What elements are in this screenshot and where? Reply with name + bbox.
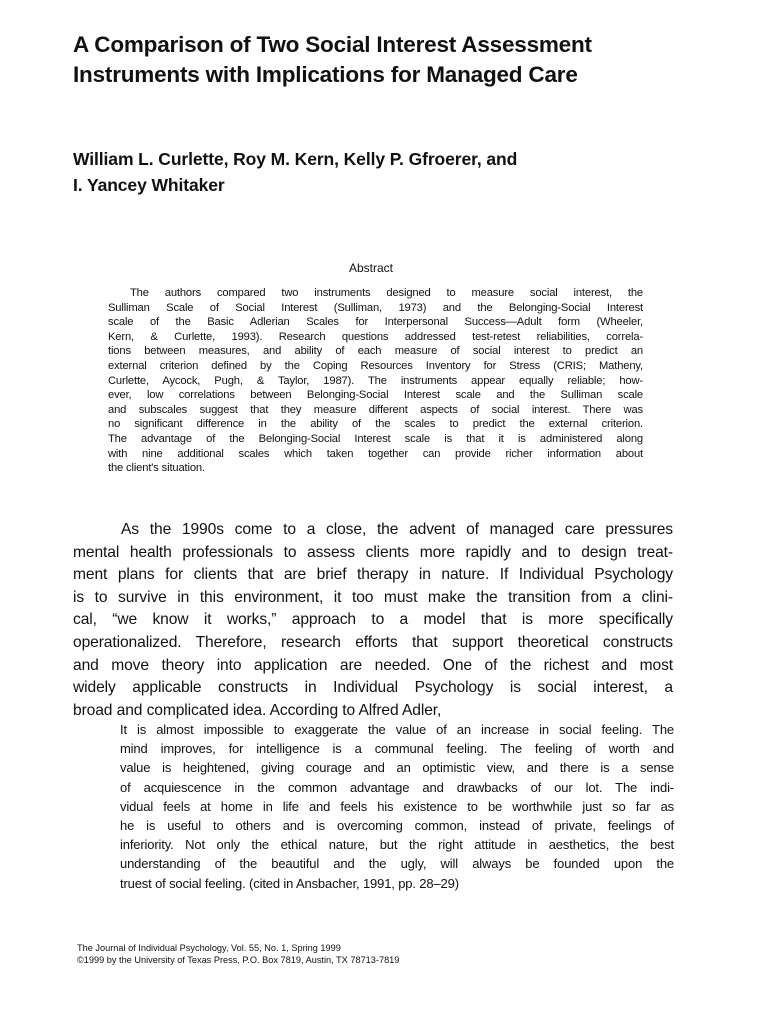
author-list xyxy=(73,146,713,198)
abstract-line: The advantage of the Belonging-Social Interest scale is that it is administered along xyxy=(108,432,643,445)
body-line: As the 1990s come to a close, the advent of managed care pressures xyxy=(121,521,673,538)
body-line: ment plans for clients that are brief therapy in nature. If Individual Psychology xyxy=(73,566,673,584)
quote-line: understanding of the beautiful and the ugly, will always be founded upon the xyxy=(120,856,674,872)
body-line: is to survive in this environment, it too must make the transition from a clini- xyxy=(73,588,673,606)
quote-line: vidual feels at home in life and feels his existence to be worthwhile just so far as xyxy=(120,798,674,814)
quote-line: value is heightened, giving courage and an optimistic view, and there is a sense xyxy=(120,760,674,776)
quote-line: truest of social feeling. (cited in Ansbacher, 1991, pp. 28–29) xyxy=(120,875,459,891)
quote-line: he is useful to others and is overcoming common, instead of private, feelings of xyxy=(120,818,674,834)
abstract-line: tions between measures, and ability of each measure of social interest to predict an xyxy=(108,345,643,358)
abstract-line: external criterion defined by the Coping Resources Inventory for Stress (CRIS; Matheny, xyxy=(108,359,643,372)
abstract-heading: Abstract xyxy=(348,261,393,275)
abstract-line: the client's situation. xyxy=(108,462,205,475)
footer-citation: The Journal of Individual Psychology, Vol. 55, No. 1, Spring 1999 xyxy=(77,943,341,953)
article-title xyxy=(73,30,713,90)
author-line: I. Yancey Whitaker xyxy=(73,175,225,195)
abstract-line: Kern, & Curlette, 1993). Research questions addressed test-retest reliabilities, correla- xyxy=(108,330,643,343)
journal-footer xyxy=(77,942,677,966)
body-line: mental health professionals to assess clients more rapidly and to design treat- xyxy=(73,543,673,561)
abstract-text xyxy=(108,286,643,476)
body-line: and move theory into application are needed. One of the richest and most xyxy=(73,656,673,674)
abstract-line: no significant difference in the ability of the scales to predict the external criterion. xyxy=(108,418,643,431)
quote-line: It is almost impossible to exaggerate the value of an increase in social feeling. The xyxy=(120,722,674,737)
abstract-line: Sulliman Scale of Social Interest (Sulliman, 1973) and the Belonging-Social Interest xyxy=(108,301,643,314)
quote-line: inferiority. Not only the ethical nature, but the right attitude in aesthetics, the best xyxy=(120,837,674,853)
body-line: operationalized. Therefore, research efforts that support theoretical constructs xyxy=(73,633,673,651)
author-line: William L. Curlette, Roy M. Kern, Kelly P. Gfroerer, and xyxy=(73,149,518,169)
abstract-line: ever, low correlations between Belonging-Social Interest scale and the Sulliman scale xyxy=(108,389,643,402)
quote-line: of acquiescence in the common advantage and drawbacks of our lot. The indi- xyxy=(120,779,674,795)
body-paragraph xyxy=(73,519,673,722)
quote-line: mind improves, for intelligence is a communal feeling. The feeling of worth and xyxy=(120,741,674,757)
footer-copyright: ©1999 by the University of Texas Press, P.O. Box 7819, Austin, TX 78713-7819 xyxy=(77,955,400,965)
block-quote xyxy=(120,720,674,893)
abstract-line: Curlette, Aycock, Pugh, & Taylor, 1987). The instruments appear equally reliable; how- xyxy=(108,374,643,387)
abstract-line: with nine additional scales which taken together can provide richer information about xyxy=(108,447,643,460)
body-line: widely applicable constructs in Individual Psychology is social interest, a xyxy=(73,679,673,697)
abstract-line: scale of the Basic Adlerian Scales for Interpersonal Success—Adult form (Wheeler, xyxy=(108,316,643,329)
body-line: cal, “we know it works,” approach to a model that is more specifically xyxy=(73,611,673,629)
abstract-line: The authors compared two instruments designed to measure social interest, the xyxy=(130,287,643,299)
body-line: broad and complicated idea. According to Alfred Adler, xyxy=(73,701,442,719)
article-title-line: A Comparison of Two Social Interest Assessment xyxy=(73,32,592,57)
abstract-line: and subscales suggest that they measure different aspects of social interest. There was xyxy=(108,403,643,416)
article-title-line: Instruments with Implications for Managed Care xyxy=(73,62,578,87)
